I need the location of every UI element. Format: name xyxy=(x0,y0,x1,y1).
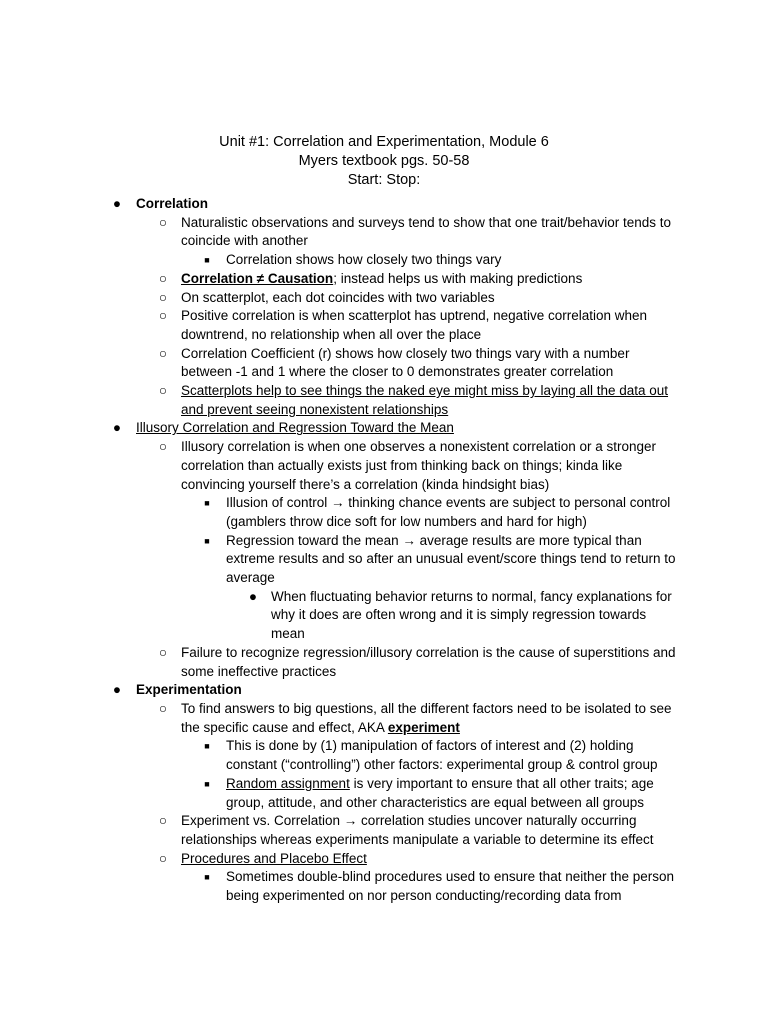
start-stop: Start: Stop: xyxy=(347,172,421,188)
list-item xyxy=(0,251,676,270)
note-text: Experiment vs. Correlation → correlation studies uncover naturally occurring relationships whereas experiments manipulate a variable to determine its effect xyxy=(181,813,654,847)
list-item xyxy=(0,195,676,214)
list-item xyxy=(0,345,676,382)
bullet: ● xyxy=(112,682,122,698)
list-item xyxy=(0,438,676,494)
note-text: is very important to ensure that all other traits; age group, attitude, and other characteristics are equal between all groups xyxy=(226,775,654,810)
note-text: When fluctuating behavior returns to normal, fancy explanations for why it does are often wrong and it is simply regression towards mean xyxy=(271,588,672,642)
bullet: ■ xyxy=(204,255,210,266)
note-text: On scatterplot, each dot coincides with two variables xyxy=(181,289,495,305)
bullet: ○ xyxy=(158,383,168,399)
bullet: ○ xyxy=(158,214,168,230)
note-text: Correlation Coefficient (r) shows how closely two things vary with a number between -1 and 1 where the closer to 0 demonstrates greater correlation xyxy=(181,345,630,380)
note-text: ; instead helps us with making predictions xyxy=(333,270,583,286)
note-text: Sometimes double-blind procedures used to ensure that neither the person being experimented on nor person conducting/recording data from xyxy=(226,869,675,904)
bullet: ○ xyxy=(158,644,168,660)
unit-title: Unit #1: Correlation and Experimentation, Module 6 xyxy=(219,134,549,150)
bullet: ● xyxy=(248,588,258,604)
bullet: ○ xyxy=(158,813,168,829)
list-item xyxy=(0,214,676,251)
bullet: ○ xyxy=(158,700,168,716)
bullet: ● xyxy=(112,196,122,211)
list-item xyxy=(0,812,676,849)
bullet: ○ xyxy=(158,308,168,324)
note-text: This is done by (1) manipulation of factors of interest and (2) holding constant (“controlling”) other factors: experimental group & control group xyxy=(226,738,658,773)
list-item xyxy=(0,307,676,344)
bullet: ● xyxy=(112,420,122,436)
bullet: ○ xyxy=(158,850,168,866)
note-text: Positive correlation is when scatterplot has uptrend, negative correlation when downtrend, no relationship when all over the place xyxy=(181,308,648,342)
list-item xyxy=(0,737,676,774)
note-text: Illusory correlation is when one observes a nonexistent correlation or a stronger correlation than actually exists just from thinking back on things; kinda like convincing yourself there’s a correlation (kinda hindsight bias) xyxy=(181,439,656,492)
list-item xyxy=(0,382,676,419)
note-text: Correlation shows how closely two things vary xyxy=(226,252,502,268)
list-item xyxy=(0,775,676,812)
textbook-pages: Myers textbook pgs. 50-58 xyxy=(298,153,470,169)
list-item xyxy=(0,681,676,700)
note-key-term: experiment xyxy=(387,719,460,735)
bullet: ○ xyxy=(158,439,168,455)
note-text: Failure to recognize regression/illusory correlation is the cause of superstitions and some ineffective practices xyxy=(181,644,676,679)
list-item xyxy=(0,588,676,644)
note-key-term: Correlation ≠ Causation xyxy=(181,270,334,286)
list-item xyxy=(0,494,676,531)
bullet: ■ xyxy=(204,741,210,752)
section-heading-experimentation: Experimentation xyxy=(136,682,242,698)
note-text: Illusion of control → thinking chance events are subject to personal control (gamblers throw dice soft for low numbers and hard for high) xyxy=(226,495,671,529)
note-text: Scatterplots help to see things the naked eye might miss by laying all the data out and prevent seeing nonexistent relationships xyxy=(181,383,669,417)
bullet: ■ xyxy=(204,872,210,883)
note-key-term: Random assignment xyxy=(226,775,350,791)
list-item xyxy=(0,868,676,905)
bullet: ○ xyxy=(158,270,168,286)
bullet: ○ xyxy=(158,345,168,361)
list-item xyxy=(0,532,676,588)
bullet: ■ xyxy=(204,535,210,546)
notes-content xyxy=(0,195,768,906)
section-heading-illusory: Illusory Correlation and Regression Toward the Mean xyxy=(136,420,454,436)
list-item xyxy=(0,850,676,869)
list-item xyxy=(0,700,676,737)
note-text: To find answers to big questions, all the different factors need to be isolated to see the specific cause and effect, AKA xyxy=(181,700,672,735)
section-heading-correlation: Correlation xyxy=(136,196,209,211)
list-item xyxy=(0,644,676,681)
bullet: ○ xyxy=(158,289,168,305)
list-item xyxy=(0,270,676,289)
bullet: ■ xyxy=(204,778,210,789)
subsection-heading-placebo: Procedures and Placebo Effect xyxy=(181,850,367,866)
list-item xyxy=(0,419,676,438)
note-text: Regression toward the mean → average results are more typical than extreme results and so after an unusual event/score things tend to return to average xyxy=(226,532,676,586)
list-item xyxy=(0,289,676,308)
bullet: ■ xyxy=(204,498,210,509)
title-block xyxy=(0,133,768,190)
note-text: Naturalistic observations and surveys tend to show that one trait/behavior tends to coincide with another xyxy=(181,214,672,249)
